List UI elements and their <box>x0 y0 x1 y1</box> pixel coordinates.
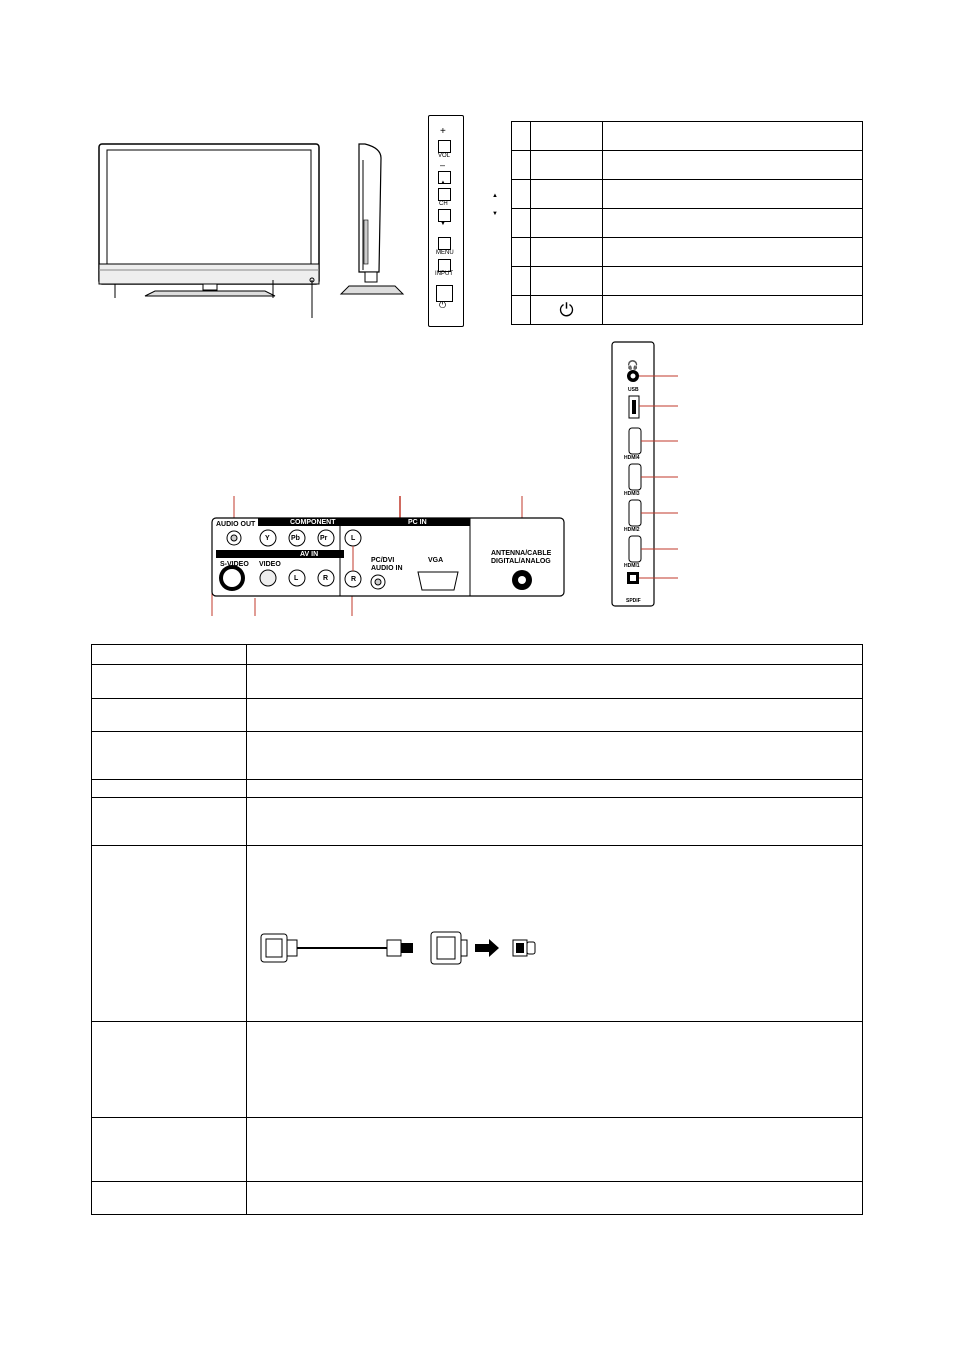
tv-front-view <box>95 140 325 325</box>
pc-dvi-audio-in-label-2: AUDIO IN <box>371 565 403 572</box>
arrow-up-icon: ▲ <box>492 193 498 199</box>
table-row <box>92 645 863 665</box>
component-pr-label: Pr <box>320 535 328 542</box>
antenna-label-2: DIGITAL/ANALOG <box>491 558 551 565</box>
ch-up-arrow: ▲ <box>440 180 446 186</box>
video-label: VIDEO <box>259 561 281 568</box>
table-row <box>92 699 863 732</box>
table-row <box>512 122 863 151</box>
power-icon: ⏻ <box>531 296 603 325</box>
table-row <box>512 151 863 180</box>
table-row <box>92 780 863 798</box>
connection-description-table <box>91 644 863 1215</box>
component-y-label: Y <box>265 535 270 542</box>
menu-label: MENU <box>436 250 454 256</box>
pc-in-label: PC IN <box>408 519 427 526</box>
table-row <box>92 846 863 1022</box>
audio-out-label: AUDIO OUT <box>216 521 256 528</box>
table-row <box>512 296 863 325</box>
component-label: COMPONENT <box>290 519 336 526</box>
ch-up-button[interactable] <box>438 188 451 201</box>
table-row <box>512 238 863 267</box>
table-row <box>92 665 863 699</box>
ch-label: CH <box>439 201 448 207</box>
av-in-label: AV IN <box>300 551 319 558</box>
power-icon: ⏻ <box>439 300 447 310</box>
usb-label: USB <box>628 387 639 393</box>
side-connector-panel <box>610 340 680 610</box>
av-l-label: L <box>294 575 299 582</box>
table-row <box>92 732 863 780</box>
hdmi4-label: HDMI4 <box>624 455 640 461</box>
vol-up-button[interactable] <box>438 140 451 153</box>
table-row <box>512 209 863 238</box>
table-row <box>92 798 863 846</box>
pc-dvi-audio-in-label-1: PC/DVI <box>371 557 395 564</box>
hdmi1-label: HDMI1 <box>624 563 640 569</box>
control-table <box>511 121 863 325</box>
vol-label: VOL <box>438 153 451 159</box>
component-r-label: R <box>351 576 357 583</box>
hdmi2-label: HDMI2 <box>624 527 640 533</box>
ch-down-arrow: ▼ <box>440 221 446 227</box>
vga-label: VGA <box>428 557 444 564</box>
table-row <box>92 1022 863 1118</box>
hdmi3-label: HDMI3 <box>624 491 640 497</box>
table-row <box>92 1118 863 1182</box>
spdif-label: SPDIF <box>626 598 641 604</box>
vol-minus-label: – <box>440 160 446 170</box>
s-video-label: S-VIDEO <box>220 561 249 568</box>
vol-plus-label: + <box>440 126 446 137</box>
menu-button[interactable] <box>438 237 451 250</box>
tv-side-profile <box>335 140 415 300</box>
input-label: INPUT <box>435 271 453 277</box>
antenna-label-1: ANTENNA/CABLE <box>491 550 552 557</box>
table-row <box>512 180 863 209</box>
dvi-hdmi-adapter-diagram <box>257 928 557 968</box>
table-row <box>512 267 863 296</box>
svg-text:🎧: 🎧 <box>627 360 639 370</box>
component-l-label: L <box>351 535 356 542</box>
table-row <box>92 1182 863 1215</box>
av-r-label: R <box>323 575 329 582</box>
arrow-down-icon: ▼ <box>492 211 498 217</box>
component-pb-label: Pb <box>291 535 300 542</box>
